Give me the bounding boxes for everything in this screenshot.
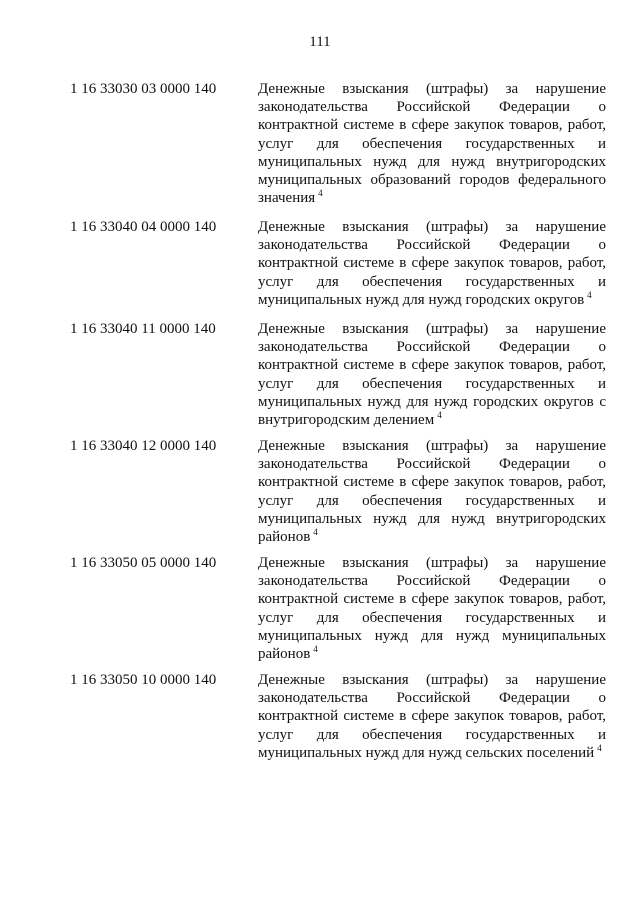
description-line: услуг для обеспечения государственных и: [258, 273, 606, 290]
description-line: контрактной системе в сфере закупок товаров, работ,: [258, 117, 606, 134]
budget-code: 1 16 33040 12 0000 140: [70, 438, 217, 454]
budget-code: 1 16 33040 11 0000 140: [70, 321, 216, 337]
description-line: муниципальных образований городов федерального: [258, 171, 606, 188]
description-line: Денежные взыскания (штрафы) за нарушение: [258, 219, 606, 235]
income-description: [258, 554, 606, 663]
description-line: Денежные взыскания (штрафы) за нарушение: [258, 555, 606, 571]
description-line: услуг для обеспечения государственных и: [258, 609, 606, 626]
description-line: законодательства Российской Федерации о: [258, 339, 606, 356]
income-description: [258, 320, 606, 429]
description-line: контрактной системе в сфере закупок товаров, работ,: [258, 357, 606, 374]
description-line: контрактной системе в сфере закупок товаров, работ,: [258, 708, 606, 725]
description-line: контрактной системе в сфере закупок товаров, работ,: [258, 474, 606, 491]
description-line: услуг для обеспечения государственных и: [258, 135, 606, 152]
description-line: услуг для обеспечения государственных и: [258, 375, 606, 392]
footnote-marker: 4: [597, 742, 602, 753]
description-line: Денежные взыскания (штрафы) за нарушение: [258, 321, 606, 337]
description-line: муниципальных нужд для нужд сельских поселений $^4$: [258, 742, 602, 761]
footnote-marker: 4: [318, 188, 323, 199]
description-line: муниципальных нужд для нужд городских округов $^4$: [258, 289, 592, 308]
description-line: законодательства Российской Федерации о: [258, 237, 606, 254]
footnote-marker: 4: [313, 643, 318, 654]
description-line: услуг для обеспечения государственных и: [258, 492, 606, 509]
description-line: Денежные взыскания (штрафы) за нарушение: [258, 672, 606, 688]
description-line: муниципальных нужд для нужд городских округов с: [258, 393, 606, 410]
income-description: [258, 671, 606, 762]
description-line: контрактной системе в сфере закупок товаров, работ,: [258, 255, 606, 272]
description-line: законодательства Российской Федерации о: [258, 573, 606, 590]
budget-code: 1 16 33040 04 0000 140: [70, 219, 217, 235]
description-line: законодательства Российской Федерации о: [258, 690, 606, 707]
footnote-marker: 4: [313, 526, 318, 537]
description-line: районов $^4$: [258, 643, 318, 662]
description-line: услуг для обеспечения государственных и: [258, 726, 606, 743]
description-line: контрактной системе в сфере закупок товаров, работ,: [258, 591, 606, 608]
description-line: Денежные взыскания (штрафы) за нарушение: [258, 438, 606, 454]
income-description: [258, 218, 606, 309]
description-line: муниципальных нужд для нужд внутригородских: [258, 153, 606, 170]
budget-code: 1 16 33050 05 0000 140: [70, 555, 217, 571]
income-description: [258, 80, 606, 207]
footnote-marker: 4: [587, 289, 592, 300]
description-line: внутригородским делением $^4$: [258, 409, 442, 428]
budget-code: 1 16 33030 03 0000 140: [70, 81, 217, 97]
description-line: муниципальных нужд для нужд муниципальных: [258, 627, 606, 644]
description-line: законодательства Российской Федерации о: [258, 99, 606, 116]
budget-code: 1 16 33050 10 0000 140: [70, 672, 217, 688]
description-line: муниципальных нужд для нужд внутригородских: [258, 510, 606, 527]
income-description: [258, 437, 606, 546]
description-line: районов $^4$: [258, 526, 318, 545]
footnote-marker: 4: [437, 409, 442, 420]
description-line: значения $^4$: [258, 188, 323, 207]
description-line: законодательства Российской Федерации о: [258, 456, 606, 473]
description-line: Денежные взыскания (штрафы) за нарушение: [258, 81, 606, 97]
page-number: 111: [309, 34, 331, 50]
